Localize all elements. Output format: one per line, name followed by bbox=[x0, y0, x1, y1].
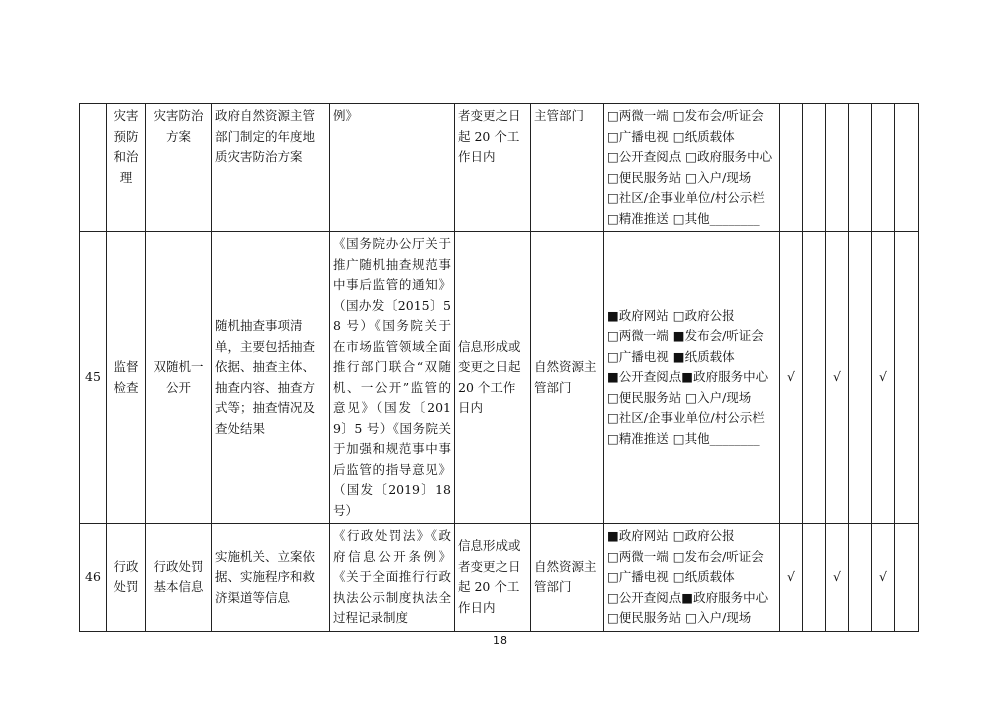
row-number: 45 bbox=[80, 232, 107, 524]
item-cell: 灾害防治方案 bbox=[146, 104, 212, 232]
basis-cell: 例》 bbox=[330, 104, 455, 232]
channel-line: □两微一端 □发布会/听证会 bbox=[607, 108, 764, 123]
table-row bbox=[80, 232, 919, 524]
content-cell: 实施机关、立案依据、实施程序和救济渠道等信息 bbox=[212, 524, 330, 632]
channels-cell bbox=[604, 524, 780, 632]
page-number: 18 bbox=[493, 634, 507, 647]
check-cell bbox=[803, 104, 826, 232]
subject-cell: 自然资源主管部门 bbox=[531, 524, 604, 632]
channel-line: □精准推送 □其他________ bbox=[607, 210, 760, 226]
channel-line: □两微一端 ■发布会/听证会 bbox=[607, 328, 764, 344]
basis-cell: 《行政处罚法》《政府信息公开条例》《关于全面推行行政执法公示制度执法全过程记录制度 bbox=[330, 524, 455, 632]
category-cell: 行政处罚 bbox=[107, 524, 146, 632]
channels-cell bbox=[604, 104, 780, 232]
check-cell bbox=[780, 104, 803, 232]
check-cell bbox=[803, 524, 826, 632]
row-number: 46 bbox=[80, 524, 107, 632]
check-cell: √ bbox=[872, 232, 895, 524]
disclosure-table bbox=[79, 103, 919, 632]
channel-line: ■公开查阅点■政府服务中心 bbox=[607, 369, 769, 385]
channel-line: ■政府网站 □政府公报 bbox=[607, 307, 735, 323]
check-cell: √ bbox=[780, 524, 803, 632]
channel-line: ■政府网站 □政府公报 bbox=[607, 528, 735, 543]
channel-line: □社区/企事业单位/村公示栏 bbox=[607, 190, 765, 205]
check-cell bbox=[895, 232, 919, 524]
content-cell: 政府自然资源主管部门制定的年度地质灾害防治方案 bbox=[212, 104, 330, 232]
check-cell bbox=[872, 104, 895, 232]
channel-line: □两微一端 □发布会/听证会 bbox=[607, 548, 764, 564]
time-limit-cell: 者变更之日起 20 个工作日内 bbox=[455, 104, 531, 232]
check-cell bbox=[895, 524, 919, 632]
channel-line: □社区/企事业单位/村公示栏 bbox=[607, 410, 765, 426]
channel-line: □便民服务站 □入户/现场 bbox=[607, 389, 752, 405]
check-cell bbox=[849, 104, 872, 232]
check-cell: √ bbox=[826, 524, 849, 632]
check-cell bbox=[849, 232, 872, 524]
channel-line: □便民服务站 □入户/现场 bbox=[607, 169, 752, 185]
channel-line: □便民服务站 □入户/现场 bbox=[607, 610, 752, 625]
category-cell: 灾害预防和治理 bbox=[107, 104, 146, 232]
channel-line: □公开查阅点 □政府服务中心 bbox=[607, 149, 773, 164]
time-limit-cell: 信息形成或变更之日起 20 个工作日内 bbox=[455, 232, 531, 524]
channel-line: □公开查阅点■政府服务中心 bbox=[607, 589, 769, 605]
check-cell: √ bbox=[872, 524, 895, 632]
channels-cell bbox=[604, 232, 780, 524]
category-cell: 监督检查 bbox=[107, 232, 146, 524]
table-row bbox=[80, 104, 919, 232]
row-number bbox=[80, 104, 107, 232]
table-row bbox=[80, 524, 919, 632]
channel-line: □广播电视 □纸质载体 bbox=[607, 569, 735, 584]
item-cell: 双随机一公开 bbox=[146, 232, 212, 524]
subject-cell: 自然资源主管部门 bbox=[531, 232, 604, 524]
check-cell: √ bbox=[826, 232, 849, 524]
check-cell bbox=[849, 524, 872, 632]
subject-cell: 主管部门 bbox=[531, 104, 604, 232]
item-cell: 行政处罚基本信息 bbox=[146, 524, 212, 632]
check-cell bbox=[826, 104, 849, 232]
content-cell: 随机抽查事项清单，主要包括抽查依据、抽查主体、抽查内容、抽查方式等；抽查情况及查处结果 bbox=[212, 232, 330, 524]
basis-cell: 《国务院办公厅关于推广随机抽查规范事中事后监管的通知》（国办发〔2015〕58 号）《国务院关于在市场监管领域全面推行部门联合“双随机、一公开”监管的意见》（国发〔2019〕5 号）《国务院关于加强和规范事中事后监管的指导意见》（国发〔2019〕18 号） bbox=[330, 232, 455, 524]
channel-line: □精准推送 □其他________ bbox=[607, 430, 760, 446]
time-limit-cell: 信息形成或者变更之日起 20 个工作日内 bbox=[455, 524, 531, 632]
check-cell bbox=[895, 104, 919, 232]
check-cell bbox=[803, 232, 826, 524]
channel-line: □广播电视 ■纸质载体 bbox=[607, 348, 735, 364]
check-cell: √ bbox=[780, 232, 803, 524]
channel-line: □广播电视 □纸质载体 bbox=[607, 128, 735, 144]
